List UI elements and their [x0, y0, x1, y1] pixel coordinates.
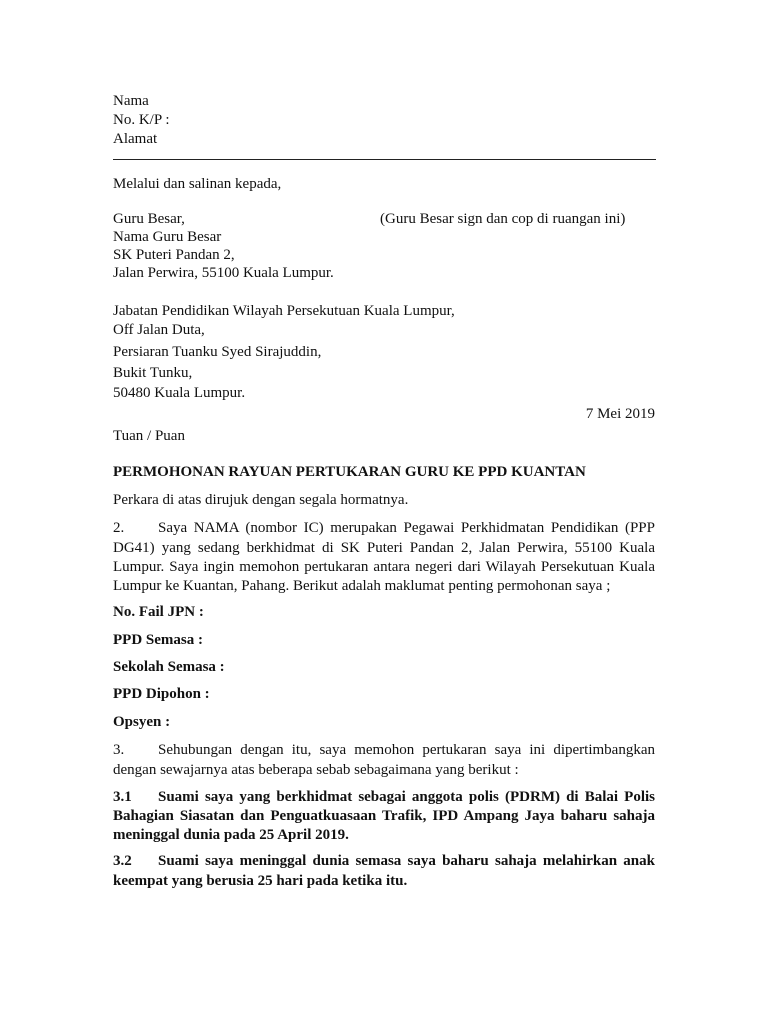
para2-line: DG41) yang sedang berkhidmat di SK Puteri Pandan 2, Jalan Perwira, 55100 Kuala: [113, 540, 655, 556]
recipient-line: Persiaran Tuanku Syed Sirajuddin,: [113, 344, 322, 360]
field-ppd-dipohon: PPD Dipohon :: [113, 686, 210, 702]
subject-heading: PERMOHONAN RAYUAN PERTUKARAN GURU KE PPD KUANTAN: [113, 464, 586, 480]
salutation: Tuan / Puan: [113, 428, 185, 444]
recipient-line: 50480 Kuala Lumpur.: [113, 385, 246, 401]
via-text: Melalui dan salinan kepada,: [113, 176, 282, 192]
guru-besar-line: Guru Besar,: [113, 211, 185, 227]
guru-besar-line: Jalan Perwira, 55100 Kuala Lumpur.: [113, 265, 334, 281]
p32-line: keempat yang berusia 25 hari pada ketika itu.: [113, 873, 408, 889]
recipient-line: Jabatan Pendidikan Wilayah Persekutuan Kuala Lumpur,: [113, 303, 455, 319]
field-sekolah-semasa: Sekolah Semasa :: [113, 659, 225, 675]
para2-number: 2.: [113, 520, 125, 536]
p31-line: 3.1 Suami saya yang berkhidmat sebagai anggota polis (PDRM) di Balai Polis: [113, 789, 655, 805]
recipient-line: Off Jalan Duta,: [113, 322, 205, 338]
divider-line: [113, 159, 656, 160]
para3-line: 3. Sehubungan dengan itu, saya memohon pertukaran saya ini dipertimbangkan: [113, 742, 655, 758]
letter-date: 7 Mei 2019: [585, 406, 655, 422]
p31-line: Bahagian Siasatan dan Penguatkuasaan Trafik, IPD Ampang Jaya baharu sahaja: [113, 808, 655, 824]
guru-besar-line: SK Puteri Pandan 2,: [113, 247, 235, 263]
p31-number: 3.1: [113, 789, 132, 805]
para3-number: 3.: [113, 742, 125, 758]
field-opsyen: Opsyen :: [113, 714, 171, 730]
p32-line: 3.2 Suami saya meninggal dunia semasa saya baharu sahaja melahirkan anak: [113, 853, 655, 869]
guru-besar-line: Nama Guru Besar: [113, 229, 222, 245]
p31-line: meninggal dunia pada 25 April 2019.: [113, 827, 349, 843]
name-label: Nama: [113, 93, 149, 109]
para2-line: Lumpur. Saya ingin memohon pertukaran antara negeri dari Wilayah Persekutuan Kuala: [113, 559, 655, 575]
field-ppd-semasa: PPD Semasa :: [113, 632, 203, 648]
p32-number: 3.2: [113, 853, 132, 869]
ic-label: No. K/P :: [113, 112, 170, 128]
para2-line: Lumpur ke Kuantan, Pahang. Berikut adalah maklumat penting permohonan saya ;: [113, 578, 611, 594]
address-label: Alamat: [113, 131, 158, 147]
field-fail-jpn: No. Fail JPN :: [113, 604, 204, 620]
signature-note: (Guru Besar sign dan cop di ruangan ini): [380, 211, 626, 227]
opening-text: Perkara di atas dirujuk dengan segala hormatnya.: [113, 492, 409, 508]
para2-line: 2. Saya NAMA (nombor IC) merupakan Pegawai Perkhidmatan Pendidikan (PPP: [113, 520, 655, 536]
para3-line: dengan sewajarnya atas beberapa sebab sebagaimana yang berikut :: [113, 762, 519, 778]
recipient-line: Bukit Tunku,: [113, 365, 193, 381]
